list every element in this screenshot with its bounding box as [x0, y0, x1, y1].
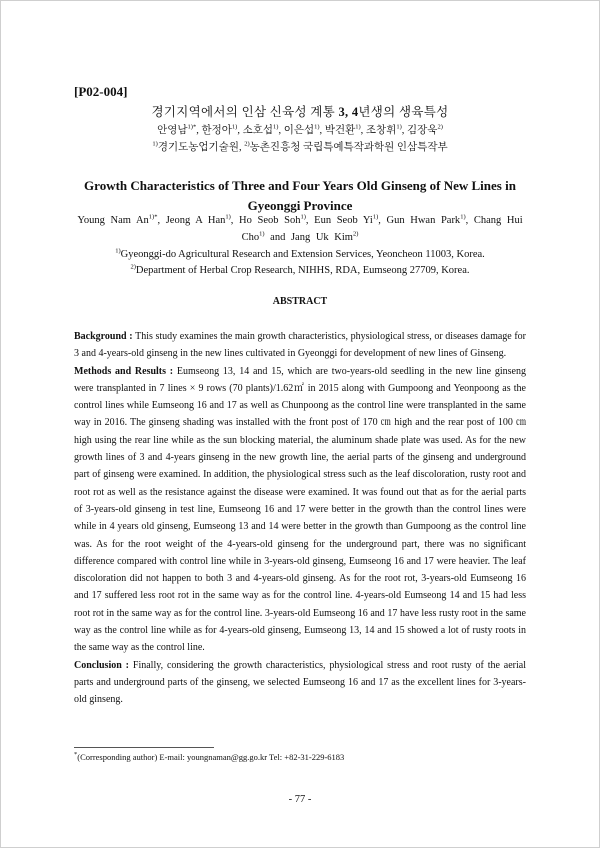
- conclusion-label: Conclusion :: [74, 659, 133, 671]
- page-number: - 77 -: [288, 794, 312, 805]
- footnote: *(Corresponding author) E-mail: youngnaman@gg.go.kr Tel: +82-31-229-6183: [74, 751, 345, 762]
- english-affiliation-2: $^{2)}$Department of Herbal Crop Research, NIHHS, RDA, Eumseong 27709, Korea.: [130, 263, 470, 276]
- english-title: Growth Characteristics of Three and Four Years Old Ginseng of New Lines in Gyeonggi Province: [84, 178, 516, 213]
- footnote-rule: [74, 747, 214, 748]
- english-authors: Young Nam $An^{1)*}$, Jeong A Han$^{1)}$, Ho Seob Soh$^{1)}$, Eun Seob Yi$^{1)}$, Gun Hwan Park$^{1)}$, Chang Hui Cho$^{1)}$ and Jang Uk Kim$^{2)}$: [77, 213, 523, 243]
- methods-paragraph: Methods and Results : Eumseong 13, 14 and 15, which are two-years-old seedling in the new line ginseng were transplanted in 7 lines × 9 rows (70 plants)/1.62㎡ in 2015 along with Gumpoong and Yeonpoong as the control lines while Eumseong 16 and 17 as well as Chunpoong as the control line were transplanted in the same way in 2016. The ginseng shading was installed with the front post of 170 ㎝ high and the rear post of 100 ㎝ high using the rear line while as the sun blocking material, the aluminum shade plate was used. As for the new growth lines of 3 and 4-years ginseng in the new growth line, the aerial parts of the ginseng and underground part of ginseng were examined. In addition, the physiological stress such as the leaf discoloration, rusty root and root rot as well as the resistance against the disease were examined. It was found out that as for the aerial parts of 3-years-old ginseng in test line, Eumseong 16 and 17 were better in the growth than the control lines were while in 4 years old ginseng, Eumseong 13 and 14 were better in the growth than Gumpoong as the control line was. As for the root weight of the 4-years-old ginseng for the underground part, there was no significant difference compared with control line while in 3-years-old ginseng, Eumseong 16 and 17 were heavier. The leaf discoloration did not happen to both 3 and 4-years-old ginseng. As for the root rot, 3-years-old Eumseong 16 and 17 suffered less root rot in the same way as for the control line. 4-years-old Eumseong 14 and 15 had less root rot in the same way as for the control line. 3-years-old Eumseong 16 and 17 have less rusty root in the same way as the control line while as for 4-years-old ginseng, Eumseong 13, 14 and 15 showed a lot of rusty roots in the same way as the control line.: [74, 365, 526, 654]
- korean-title: 경기지역에서의 인삼 신육성 계통 3, 4년생의 생육특성: [151, 105, 449, 119]
- background-label: Background :: [74, 331, 136, 342]
- poster-code: [P02-004]: [74, 84, 128, 99]
- korean-affiliations: $^{1)}$경기도농업기술원, $^{2)}$농촌진흥청 국립특예특작과학원 인삼특작부: [152, 140, 448, 153]
- korean-authors: 안영남$^{1)*}$, 한정아$^{1)}$, 소호섭$^{1)}$, 이은섭$^{1)}$, 박건환$^{1)}$, 조창휘$^{1)}$, 김장욱$^{2)}$: [157, 123, 443, 136]
- background-paragraph: Background : This study examines the main growth characteristics, physiological stress, or diseases damage for 3 and 4-years-old ginseng in the new lines cultivated in Gyeonggi for development of new lines of Ginseng.: [74, 331, 526, 360]
- methods-label: Methods and Results :: [74, 365, 177, 377]
- abstract-heading: ABSTRACT: [272, 296, 328, 307]
- abstract-body: [74, 328, 526, 709]
- conclusion-paragraph: Conclusion : Finally, considering the growth characteristics, physiological stress and root rusty of the aerial parts and underground parts of the ginseng, we selected Eumseong 16 and 17 as the excellent lines for 3-years-old ginseng.: [74, 659, 527, 706]
- english-affiliation-1: $^{1)}$Gyeonggi-do Agricultural Research and Extension Services, Yeoncheon 11003, Korea.: [115, 247, 485, 260]
